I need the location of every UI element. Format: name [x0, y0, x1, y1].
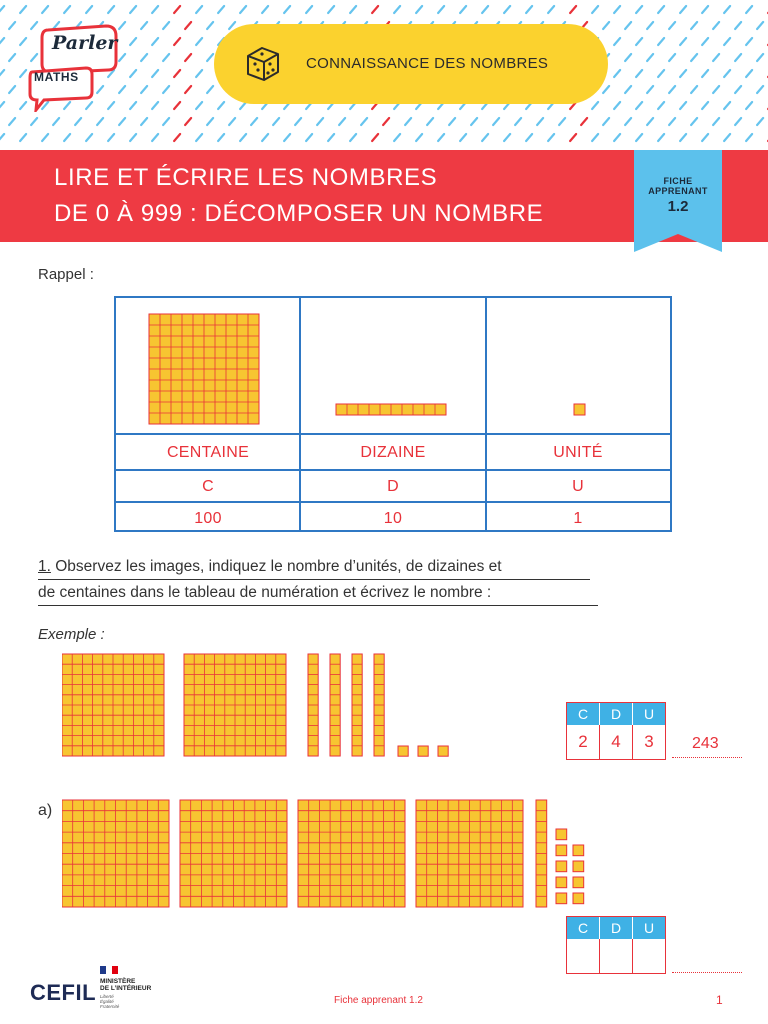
pattern-dash — [295, 118, 301, 125]
pattern-dash — [614, 6, 620, 13]
question-underline-1 — [38, 579, 590, 580]
pattern-dash — [691, 118, 697, 125]
unit-cube — [556, 829, 567, 840]
pattern-dash — [504, 134, 510, 141]
pattern-dash — [416, 6, 422, 13]
pattern-dash — [647, 54, 653, 61]
pattern-dash — [185, 54, 191, 61]
pattern-dash — [625, 54, 631, 61]
pattern-dash — [174, 70, 180, 77]
motto-fraternite: Fraternité — [100, 1004, 120, 1009]
pattern-dash — [482, 134, 488, 141]
pattern-dash — [438, 134, 444, 141]
hundred-block — [416, 800, 523, 907]
pattern-dash — [647, 22, 653, 29]
pattern-dash — [669, 118, 675, 125]
pattern-dash — [658, 102, 664, 109]
pattern-dash — [548, 134, 554, 141]
pattern-dash — [196, 6, 202, 13]
pattern-dash — [702, 6, 708, 13]
pattern-dash — [669, 22, 675, 29]
pattern-dash — [735, 22, 741, 29]
pattern-dash — [394, 6, 400, 13]
question-1-line-1 — [38, 558, 502, 576]
example-digit-u: 3 — [644, 732, 654, 751]
pattern-dash — [691, 54, 697, 61]
pattern-dash — [141, 118, 147, 125]
unit-cube — [398, 746, 408, 756]
example-digit-c: 2 — [567, 725, 600, 759]
pattern-dash — [636, 102, 642, 109]
question-1-text-1: Observez les images, indiquez le nombre d’unités, de dizaines et — [55, 558, 502, 575]
rappel-letter-u: U — [572, 478, 584, 495]
pattern-dash — [372, 134, 378, 141]
example-header-c: C — [567, 703, 600, 725]
pattern-dash — [207, 22, 213, 29]
pattern-dash — [680, 102, 686, 109]
pattern-dash — [680, 6, 686, 13]
exercise-a-header-d: D — [600, 917, 633, 939]
ten-rod — [336, 404, 446, 415]
example-header-d: D — [600, 703, 633, 725]
page-number: 1 — [716, 993, 723, 1007]
pattern-dash — [702, 70, 708, 77]
question-underline-2 — [38, 605, 598, 606]
title-line-2: DE 0 À 999 : DÉCOMPOSER UN NOMBRE — [54, 200, 544, 227]
exercise-a-answer-line[interactable] — [672, 972, 742, 973]
pattern-dash — [603, 86, 609, 93]
exercise-a-label: a) — [38, 802, 53, 819]
pattern-dash — [636, 70, 642, 77]
pattern-dash — [185, 22, 191, 29]
pattern-dash — [515, 118, 521, 125]
pattern-dash — [757, 118, 763, 125]
ribbon-fiche: FICHE — [663, 176, 693, 186]
unit-cube — [438, 746, 448, 756]
pattern-dash — [9, 86, 15, 93]
pattern-dash — [163, 54, 169, 61]
pattern-dash — [306, 6, 312, 13]
pattern-dash — [42, 6, 48, 13]
unit-cube — [556, 877, 567, 888]
pattern-dash — [757, 54, 763, 61]
pattern-dash — [735, 118, 741, 125]
pattern-dash — [394, 134, 400, 141]
pattern-dash — [163, 86, 169, 93]
pattern-dash — [174, 38, 180, 45]
pattern-dash — [339, 118, 345, 125]
pattern-dash — [284, 134, 290, 141]
pattern-dash — [614, 38, 620, 45]
pattern-dash — [592, 102, 598, 109]
pattern-dash — [262, 134, 268, 141]
pattern-dash — [163, 118, 169, 125]
pattern-dash — [317, 118, 323, 125]
pattern-dash — [658, 134, 664, 141]
pattern-dash — [141, 86, 147, 93]
pattern-dash — [174, 134, 180, 141]
pattern-dash — [592, 134, 598, 141]
pattern-dash — [185, 86, 191, 93]
pattern-dash — [724, 102, 730, 109]
pattern-dash — [163, 22, 169, 29]
example-digit-d: 4 — [600, 725, 633, 759]
unit-cube — [556, 845, 567, 856]
pattern-dash — [713, 86, 719, 93]
unit-cube — [573, 845, 584, 856]
unit-cube — [556, 861, 567, 872]
pattern-dash — [537, 118, 543, 125]
pattern-dash — [658, 38, 664, 45]
pattern-dash — [372, 6, 378, 13]
ministry-motto — [100, 994, 119, 1009]
pattern-dash — [526, 6, 532, 13]
pattern-dash — [207, 86, 213, 93]
pattern-dash — [713, 54, 719, 61]
pattern-dash — [196, 134, 202, 141]
unit-cube — [574, 404, 585, 415]
rappel-value-10: 10 — [383, 510, 403, 527]
pattern-dash — [251, 118, 257, 125]
ministry-name — [100, 978, 151, 992]
pattern-dash — [449, 118, 455, 125]
pattern-dash — [97, 118, 103, 125]
dice-icon — [240, 42, 284, 86]
exercise-a-header-c: C — [567, 917, 600, 939]
rappel-hundred-block — [149, 314, 259, 424]
logo-word-maths: MATHS — [34, 70, 79, 84]
pattern-dash — [185, 118, 191, 125]
pattern-dash — [262, 6, 268, 13]
pattern-dash — [471, 118, 477, 125]
unit-cube — [573, 861, 584, 872]
pattern-dash — [460, 6, 466, 13]
pattern-dash — [636, 38, 642, 45]
exercise-a-header-u: U — [643, 920, 655, 936]
pattern-dash — [141, 22, 147, 29]
pattern-dash — [0, 38, 4, 45]
rappel-unite: UNITÉ — [553, 444, 603, 461]
pattern-dash — [680, 38, 686, 45]
pattern-dash — [20, 134, 26, 141]
pattern-dash — [196, 102, 202, 109]
pattern-dash — [647, 118, 653, 125]
pattern-dash — [746, 102, 752, 109]
pattern-dash — [174, 102, 180, 109]
pattern-dash — [757, 22, 763, 29]
example-answer: 243 — [692, 735, 719, 752]
pattern-dash — [207, 54, 213, 61]
pattern-dash — [130, 134, 136, 141]
question-1-line-2: de centaines dans le tableau de numération et écrivez le nombre : — [38, 584, 492, 601]
pattern-dash — [31, 118, 37, 125]
example-cdu-table — [566, 702, 666, 760]
pattern-dash — [108, 134, 114, 141]
pattern-dash — [9, 54, 15, 61]
pattern-dash — [625, 22, 631, 29]
pattern-dash — [680, 134, 686, 141]
pattern-dash — [152, 38, 158, 45]
ten-rod — [352, 654, 362, 756]
pattern-dash — [493, 118, 499, 125]
cefil-logo: CEFIL — [30, 980, 97, 1005]
pattern-dash — [64, 134, 70, 141]
pattern-dash — [625, 86, 631, 93]
unit-cube — [556, 893, 567, 904]
pattern-dash — [713, 118, 719, 125]
pattern-dash — [218, 6, 224, 13]
pattern-dash — [702, 134, 708, 141]
pattern-dash — [691, 22, 697, 29]
pattern-dash — [746, 6, 752, 13]
pattern-dash — [130, 38, 136, 45]
hundred-block — [298, 800, 405, 907]
rappel-centaine: CENTAINE — [166, 444, 250, 461]
pattern-dash — [636, 6, 642, 13]
pattern-dash — [669, 54, 675, 61]
pattern-dash — [614, 102, 620, 109]
hundred-block — [180, 800, 287, 907]
ministry-line-2: DE L’INTÉRIEUR — [100, 985, 152, 992]
pattern-dash — [350, 6, 356, 13]
pattern-dash — [196, 70, 202, 77]
pattern-dash — [383, 118, 389, 125]
ten-rod — [308, 654, 318, 756]
pattern-dash — [416, 134, 422, 141]
pattern-dash — [350, 134, 356, 141]
pattern-dash — [130, 6, 136, 13]
pattern-dash — [702, 38, 708, 45]
pattern-dash — [240, 6, 246, 13]
pattern-dash — [174, 6, 180, 13]
example-answer-line — [672, 757, 742, 758]
pattern-dash — [130, 70, 136, 77]
pattern-dash — [570, 6, 576, 13]
pattern-dash — [757, 86, 763, 93]
pattern-dash — [724, 6, 730, 13]
marianne-flag-icon — [100, 966, 118, 974]
pattern-dash — [152, 134, 158, 141]
ribbon-apprenant: APPRENANT — [648, 186, 708, 196]
pattern-dash — [86, 6, 92, 13]
pattern-dash — [746, 38, 752, 45]
pattern-dash — [273, 118, 279, 125]
question-number: 1. — [38, 558, 51, 575]
exercise-a-base10-blocks — [62, 798, 602, 908]
pattern-dash — [460, 134, 466, 141]
rappel-table — [114, 296, 672, 532]
pattern-dash — [361, 118, 367, 125]
pattern-dash — [559, 118, 565, 125]
pattern-dash — [196, 38, 202, 45]
example-header-u: U — [643, 706, 655, 722]
exercise-a-input-u[interactable] — [633, 939, 665, 973]
pattern-dash — [680, 70, 686, 77]
pattern-dash — [713, 22, 719, 29]
pattern-dash — [735, 86, 741, 93]
rappel-dizaine: DIZAINE — [360, 444, 426, 461]
exercise-a-input-d[interactable] — [600, 939, 633, 973]
pattern-dash — [592, 6, 598, 13]
pattern-dash — [306, 134, 312, 141]
pattern-dash — [240, 134, 246, 141]
theme-pill — [214, 24, 608, 104]
ten-rod — [330, 654, 340, 756]
exercise-a-cdu-table — [566, 916, 666, 974]
pattern-dash — [86, 134, 92, 141]
theme-label: CONNAISSANCE DES NOMBRES — [306, 55, 549, 72]
pattern-dash — [75, 118, 81, 125]
exercise-a-input-c[interactable] — [567, 939, 600, 973]
pattern-dash — [702, 102, 708, 109]
pattern-dash — [746, 70, 752, 77]
pattern-dash — [504, 6, 510, 13]
ribbon-number: 1.2 — [667, 198, 689, 215]
pattern-dash — [0, 102, 4, 109]
rappel-value-1: 1 — [573, 510, 583, 527]
pattern-dash — [438, 6, 444, 13]
pattern-dash — [130, 102, 136, 109]
pattern-dash — [603, 22, 609, 29]
ministry-line-1: MINISTÈRE — [100, 978, 136, 985]
pattern-dash — [526, 134, 532, 141]
pattern-dash — [669, 86, 675, 93]
rappel-value-100: 100 — [194, 510, 222, 527]
pattern-dash — [427, 118, 433, 125]
pattern-dash — [746, 134, 752, 141]
pattern-dash — [0, 6, 4, 13]
pattern-dash — [141, 54, 147, 61]
pattern-dash — [0, 134, 4, 141]
pattern-dash — [658, 70, 664, 77]
title-line-1: LIRE ET ÉCRIRE LES NOMBRES — [54, 164, 438, 191]
pattern-dash — [482, 6, 488, 13]
pattern-dash — [724, 70, 730, 77]
pattern-dash — [405, 118, 411, 125]
pattern-dash — [152, 70, 158, 77]
pattern-dash — [724, 38, 730, 45]
motto-liberte: Liberté — [100, 994, 114, 999]
unit-cube — [573, 893, 584, 904]
pattern-dash — [603, 118, 609, 125]
pattern-dash — [152, 102, 158, 109]
pattern-dash — [581, 118, 587, 125]
logo-word-parler: Parler — [52, 32, 118, 54]
pattern-dash — [284, 6, 290, 13]
footer-label: Fiche apprenant 1.2 — [334, 995, 423, 1006]
pattern-dash — [229, 118, 235, 125]
pattern-dash — [636, 134, 642, 141]
pattern-dash — [53, 118, 59, 125]
pattern-dash — [42, 134, 48, 141]
rappel-letter-c: C — [202, 478, 214, 495]
ten-rod — [536, 800, 547, 907]
pattern-dash — [218, 102, 224, 109]
rappel-letter-d: D — [387, 478, 399, 495]
ten-rod — [374, 654, 384, 756]
pattern-dash — [328, 6, 334, 13]
hundred-block — [184, 654, 286, 756]
pattern-dash — [108, 6, 114, 13]
exemple-label: Exemple : — [38, 626, 105, 643]
rappel-label: Rappel : — [38, 266, 94, 283]
pattern-dash — [724, 134, 730, 141]
hundred-block — [62, 800, 169, 907]
pattern-dash — [119, 118, 125, 125]
pattern-dash — [647, 86, 653, 93]
pattern-dash — [0, 70, 4, 77]
example-base10-blocks — [62, 652, 522, 762]
unit-cube — [418, 746, 428, 756]
pattern-dash — [614, 70, 620, 77]
pattern-dash — [570, 134, 576, 141]
pattern-dash — [328, 134, 334, 141]
pattern-dash — [218, 134, 224, 141]
pattern-dash — [691, 86, 697, 93]
unit-cube — [573, 877, 584, 888]
hundred-block — [62, 654, 164, 756]
pattern-dash — [9, 118, 15, 125]
pattern-dash — [152, 6, 158, 13]
motto-egalite: Égalité — [100, 999, 114, 1004]
pattern-dash — [735, 54, 741, 61]
pattern-dash — [548, 6, 554, 13]
pattern-dash — [658, 6, 664, 13]
pattern-dash — [64, 6, 70, 13]
pattern-dash — [625, 118, 631, 125]
pattern-dash — [20, 6, 26, 13]
pattern-dash — [9, 22, 15, 29]
pattern-dash — [207, 118, 213, 125]
pattern-dash — [614, 134, 620, 141]
